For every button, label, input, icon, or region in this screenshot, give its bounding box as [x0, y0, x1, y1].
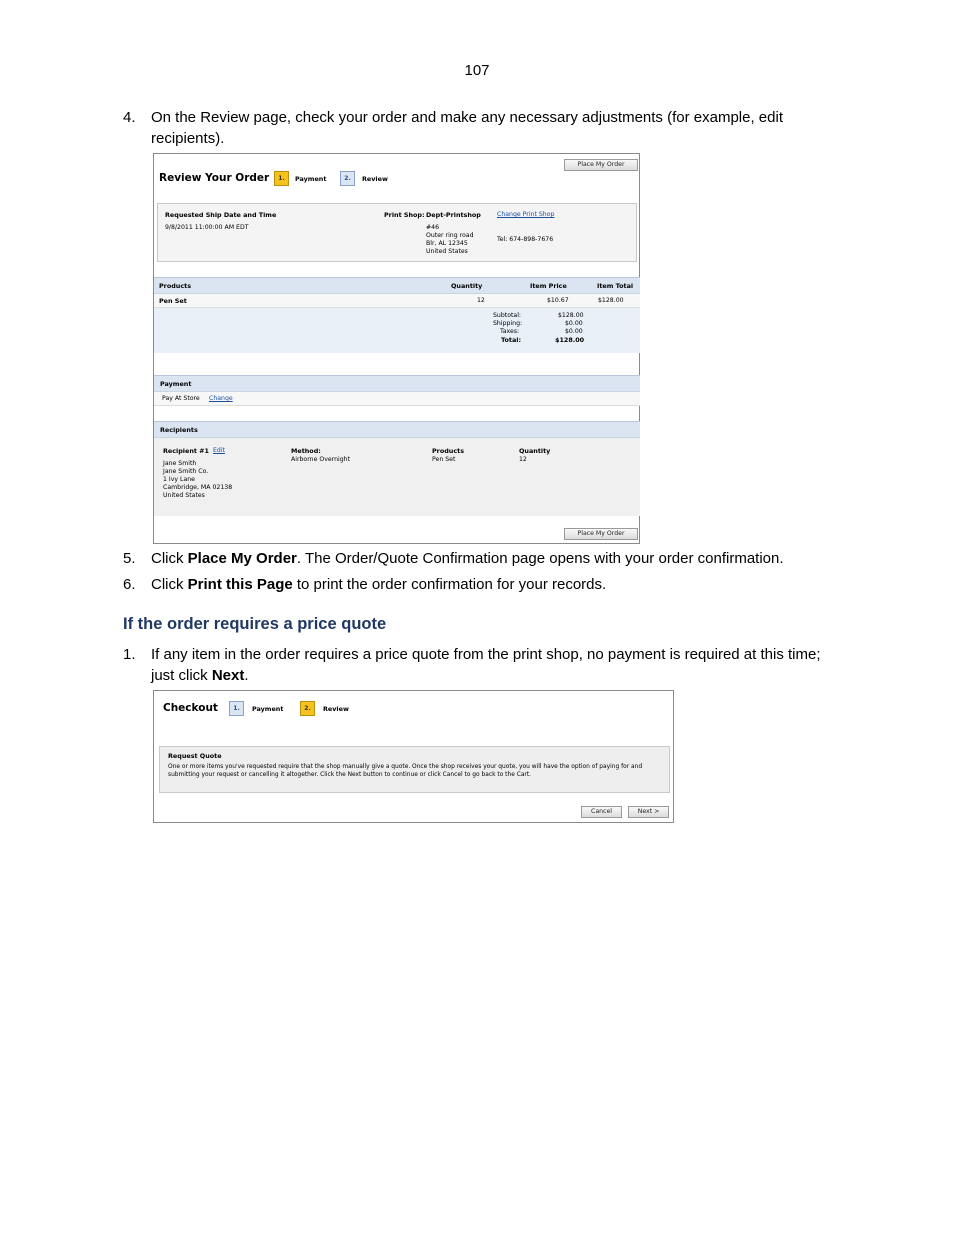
step-2-indicator: 2.	[340, 171, 355, 186]
method-label: Method:	[291, 447, 321, 455]
request-quote-heading: Request Quote	[168, 752, 222, 760]
step-text: . The Order/Quote Confirmation page opens with your order confirmation.	[296, 550, 784, 567]
taxes-value: $0.00	[565, 328, 583, 335]
payment-header	[154, 375, 640, 392]
cancel-button[interactable]: Cancel	[581, 806, 622, 818]
recipient-quantity-label: Quantity	[519, 447, 551, 455]
order-summary	[154, 308, 640, 353]
recipient-address-line: Cambridge, MA 02138	[163, 484, 233, 491]
shop-telephone: Tel: 674-898-7676	[497, 236, 554, 243]
step-1-label[interactable]: Payment	[252, 705, 284, 713]
ship-date-heading: Requested Ship Date and Time	[165, 211, 277, 219]
recipients-heading: Recipients	[160, 426, 198, 434]
change-payment-link[interactable]: Change	[209, 395, 233, 402]
recipient-address-line: Jane Smith Co.	[163, 468, 209, 475]
shipping-label: Shipping:	[493, 320, 523, 327]
subtotal-label: Subtotal:	[493, 312, 522, 319]
total-label: Total:	[501, 336, 522, 344]
product-name: Pen Set	[159, 297, 187, 305]
instruction-step-6	[123, 574, 843, 595]
step-number: 4.	[123, 109, 136, 126]
request-quote-text: One or more items you've requested require that the shop manually give a quote. Once the shop receives your quote, you will have the option of paying for and	[168, 764, 643, 770]
step-number: 5.	[123, 550, 136, 567]
step-text: to print the order confirmation for your records.	[292, 576, 607, 593]
step-1-label[interactable]: Payment	[295, 175, 327, 183]
place-my-order-button-top[interactable]: Place My Order	[564, 159, 638, 171]
recipient-product: Pen Set	[432, 456, 456, 463]
product-price: $10.67	[547, 297, 569, 304]
total-value: $128.00	[555, 336, 585, 344]
section-heading: If the order requires a price quote	[123, 615, 387, 633]
checkout-title: Checkout	[163, 702, 218, 714]
step-number: 6.	[123, 576, 136, 593]
step-2-label: Review	[362, 175, 388, 183]
recipients-header	[154, 421, 640, 438]
ship-date-value: 9/8/2011 11:00:00 AM EDT	[165, 224, 249, 231]
request-quote-panel	[159, 746, 670, 793]
item-total-column-header: Item Total	[597, 282, 634, 290]
taxes-label: Taxes:	[500, 328, 520, 335]
review-title: Review Your Order	[159, 172, 270, 184]
step-emphasis: Next	[211, 667, 245, 684]
instruction-step-4	[123, 107, 843, 149]
review-order-screenshot	[153, 153, 640, 544]
recipient-quantity: 12	[519, 456, 527, 463]
place-my-order-button-bottom[interactable]: Place My Order	[564, 528, 638, 540]
step-text: Click	[151, 576, 188, 593]
recipient-label: Recipient #1	[163, 447, 209, 455]
step-text: If any item in the order requires a price quote from the print shop, no payment is required at this time; just click	[151, 646, 821, 684]
item-price-column-header: Item Price	[530, 282, 567, 290]
step-2-indicator: 2.	[300, 701, 315, 716]
table-row	[154, 294, 640, 308]
edit-recipient-link[interactable]: Edit	[213, 447, 225, 454]
quantity-column-header: Quantity	[451, 282, 483, 290]
ship-info-panel	[157, 203, 637, 262]
checkout-screenshot	[153, 690, 674, 823]
payment-row	[154, 392, 640, 406]
print-shop-label: Print Shop:	[384, 211, 425, 219]
instruction-step-1	[123, 644, 833, 686]
recipient-details	[154, 438, 640, 516]
recipient-address-line: 1 Ivy Lane	[163, 476, 195, 483]
products-header	[154, 277, 640, 294]
step-2-label: Review	[323, 705, 349, 713]
product-total: $128.00	[598, 297, 624, 304]
recipient-products-label: Products	[432, 447, 464, 455]
step-text: On the Review page, check your order and make any necessary adjustments (for example, edit recipients).	[151, 109, 783, 147]
step-1-indicator: 1.	[229, 701, 244, 716]
products-column-header: Products	[159, 282, 191, 290]
shipping-value: $0.00	[565, 320, 583, 327]
recipient-address-line: United States	[163, 492, 205, 499]
recipient-address-line: Jane Smith	[163, 460, 197, 467]
change-print-shop-link[interactable]: Change Print Shop	[497, 211, 555, 218]
print-shop-name: Dept-Printshop	[426, 211, 481, 219]
step-emphasis: Print this Page	[187, 576, 293, 593]
payment-method: Pay At Store	[162, 395, 200, 402]
step-text: Click	[151, 550, 188, 567]
request-quote-text: submitting your request or cancelling it altogether. Click the Next button to continue or click Cancel to go back to the Cart.	[168, 772, 532, 778]
subtotal-value: $128.00	[558, 312, 584, 319]
page-number: 107	[464, 62, 490, 79]
shop-address-line: Outer ring road	[426, 232, 474, 239]
step-text: .	[244, 667, 249, 684]
product-quantity: 12	[477, 297, 485, 304]
next-button[interactable]: Next >	[628, 806, 669, 818]
instruction-step-5	[123, 548, 843, 569]
shop-address-line: #46	[426, 224, 440, 231]
payment-heading: Payment	[160, 380, 192, 388]
shop-address-line: United States	[426, 248, 468, 255]
shop-address-line: Blr, AL 12345	[426, 240, 468, 247]
step-emphasis: Place My Order	[187, 550, 297, 567]
shipping-method: Airborne Overnight	[291, 456, 351, 463]
step-1-indicator: 1.	[274, 171, 289, 186]
step-number: 1.	[123, 646, 136, 663]
